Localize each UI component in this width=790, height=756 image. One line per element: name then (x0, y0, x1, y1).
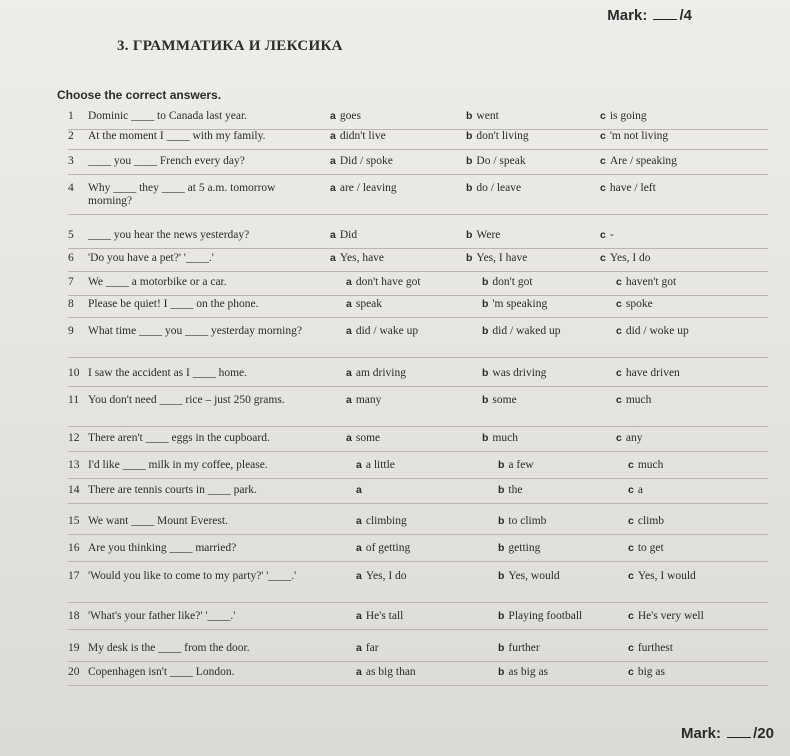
option-text: Playing football (508, 610, 583, 622)
option-text: some (355, 432, 381, 444)
option-c[interactable] (628, 515, 664, 528)
option-letter: c (628, 666, 634, 678)
question-number: 15 (68, 515, 80, 527)
option-text: is going (609, 110, 647, 122)
option-c[interactable] (616, 325, 689, 338)
option-a[interactable] (346, 394, 381, 407)
option-letter: b (466, 130, 473, 142)
option-letter: c (616, 298, 622, 310)
row-divider (68, 317, 768, 318)
option-letter: b (482, 367, 489, 379)
option-a[interactable] (356, 666, 416, 679)
option-b[interactable] (498, 542, 540, 555)
question-text: Dominic ____ to Canada last year. (88, 110, 248, 122)
option-letter: a (330, 130, 336, 142)
option-letter: a (356, 570, 362, 582)
row-divider (68, 214, 768, 215)
row-divider (68, 685, 768, 686)
question-number: 20 (68, 666, 80, 678)
instruction: Choose the correct answers. (57, 88, 222, 102)
option-text: Are / speaking (609, 155, 677, 167)
option-text: a few (508, 459, 534, 471)
mark-bottom-value: /20 (753, 725, 774, 742)
question-number: 12 (68, 432, 80, 444)
option-a[interactable] (356, 570, 407, 583)
option-letter: a (346, 394, 352, 406)
option-text: have / left (609, 182, 656, 194)
option-letter: b (498, 642, 505, 654)
row-divider (68, 386, 768, 387)
option-letter: a (346, 432, 352, 444)
option-text: Yes, I would (637, 570, 696, 582)
option-text: much (637, 459, 664, 471)
option-letter: c (628, 459, 634, 471)
option-c[interactable] (616, 432, 642, 445)
option-text: did / waked up (492, 325, 561, 337)
option-text: a (637, 484, 643, 496)
question-text: I saw the accident as I ____ home. (88, 367, 248, 379)
option-text: a little (365, 459, 395, 471)
option-b[interactable] (466, 229, 500, 242)
option-text: much (492, 432, 518, 444)
option-c[interactable] (628, 542, 664, 555)
question-number: 8 (68, 298, 74, 310)
option-letter: a (330, 229, 336, 241)
mark-bottom (681, 724, 774, 742)
option-letter: a (346, 325, 352, 337)
question-text: You don't need ____ rice – just 250 grams. (88, 394, 285, 406)
option-a[interactable] (330, 130, 386, 143)
option-text: of getting (365, 542, 411, 554)
option-a[interactable] (330, 182, 397, 195)
question-text: Are you thinking ____ married? (88, 542, 237, 554)
row-divider (68, 426, 768, 427)
option-b[interactable] (466, 252, 527, 265)
option-a[interactable] (356, 642, 379, 655)
option-text: did / wake up (355, 325, 419, 337)
option-text: haven't got (625, 276, 677, 288)
option-text: to get (637, 542, 664, 554)
option-a[interactable] (356, 610, 403, 623)
option-text: far (365, 642, 379, 654)
row-divider (68, 271, 768, 272)
option-letter: a (356, 666, 362, 678)
option-a[interactable] (346, 298, 382, 311)
option-text: did / woke up (625, 325, 689, 337)
option-a[interactable] (356, 542, 410, 555)
option-letter: a (356, 515, 362, 527)
mark-bottom-blank (727, 724, 751, 738)
option-letter: b (498, 570, 505, 582)
option-letter: b (482, 325, 489, 337)
option-text: goes (339, 110, 361, 122)
option-c[interactable] (600, 182, 656, 195)
question-number: 18 (68, 610, 80, 622)
question-text: My desk is the ____ from the door. (88, 642, 250, 654)
section-title: 3. ГРАММАТИКА И ЛЕКСИКА (117, 38, 343, 54)
option-b[interactable] (498, 570, 560, 583)
question-number: 1 (68, 110, 74, 122)
option-a[interactable] (356, 459, 395, 472)
mark-bottom-label: Mark: (680, 725, 721, 742)
question-text: There aren't ____ eggs in the cupboard. (88, 432, 270, 444)
option-b[interactable] (466, 110, 499, 123)
question-number: 6 (68, 252, 74, 264)
option-c[interactable] (616, 367, 680, 380)
row-divider (68, 478, 768, 479)
row-divider (68, 357, 768, 358)
option-text: Did / spoke (339, 155, 393, 167)
option-letter: c (628, 515, 634, 527)
row-divider (68, 561, 768, 562)
question-text: 'What's your father like?' '____.' (88, 610, 236, 622)
option-text: as big as (508, 666, 549, 678)
option-text: climbing (365, 515, 407, 527)
option-letter: a (346, 276, 352, 288)
option-letter: c (600, 252, 606, 264)
question-text: There are tennis courts in ____ park. (88, 484, 257, 496)
option-text: do / leave (476, 182, 522, 194)
option-letter: b (466, 110, 473, 122)
option-letter: b (466, 182, 473, 194)
option-text: the (508, 484, 523, 496)
option-text: Yes, I do (365, 570, 407, 582)
option-letter: a (330, 182, 336, 194)
option-letter: b (466, 252, 473, 264)
option-a[interactable] (346, 432, 380, 445)
option-text: 'm not living (609, 130, 669, 142)
option-letter: c (628, 542, 634, 554)
option-a[interactable] (330, 155, 393, 168)
option-letter: a (356, 484, 362, 496)
row-divider (68, 149, 768, 150)
option-letter: a (356, 642, 362, 654)
question-number: 11 (68, 394, 80, 406)
option-b[interactable] (482, 394, 517, 407)
option-text: went (476, 110, 499, 122)
question-number: 16 (68, 542, 80, 554)
row-divider (68, 174, 768, 175)
option-text: climb (637, 515, 665, 527)
option-text: are / leaving (339, 182, 397, 194)
mark-top-label: Mark: (607, 7, 648, 24)
question-text: Copenhagen isn't ____ London. (88, 666, 235, 678)
option-letter: c (600, 110, 606, 122)
option-text: some (492, 394, 517, 406)
option-c[interactable] (600, 155, 677, 168)
question-text: I'd like ____ milk in my coffee, please. (88, 459, 268, 471)
option-b[interactable] (482, 432, 518, 445)
option-text: many (355, 394, 382, 406)
option-text: Yes, I have (476, 252, 528, 264)
option-text: Yes, I do (609, 252, 651, 264)
row-divider (68, 661, 768, 662)
option-letter: b (498, 459, 505, 471)
option-b[interactable] (498, 515, 546, 528)
option-a[interactable] (356, 515, 407, 528)
option-b[interactable] (498, 459, 534, 472)
option-letter: b (482, 298, 489, 310)
option-letter: b (466, 229, 473, 241)
option-text: He's very well (637, 610, 704, 622)
option-b[interactable] (482, 276, 533, 289)
option-c[interactable] (616, 298, 653, 311)
option-b[interactable] (482, 298, 547, 311)
option-letter: a (330, 252, 336, 264)
option-a[interactable] (346, 367, 406, 380)
row-divider (68, 451, 768, 452)
option-text: any (625, 432, 643, 444)
question-text: We want ____ Mount Everest. (88, 515, 228, 527)
option-c[interactable] (628, 570, 696, 583)
option-b[interactable] (466, 182, 521, 195)
option-text: furthest (637, 642, 673, 654)
option-a[interactable] (330, 229, 357, 242)
option-text: He's tall (365, 610, 404, 622)
option-letter: b (498, 610, 505, 622)
question-text: What time ____ you ____ yesterday morning? (88, 325, 302, 337)
row-divider (68, 534, 768, 535)
question-text: We ____ a motorbike or a car. (88, 276, 227, 288)
row-divider (68, 503, 768, 504)
option-letter: b (482, 276, 489, 288)
option-letter: c (616, 325, 622, 337)
option-letter: a (346, 367, 352, 379)
option-text: was driving (492, 367, 547, 379)
question-text: 'Do you have a pet?' '____.' (88, 252, 214, 264)
option-text: to climb (508, 515, 547, 527)
mark-top-value: /4 (679, 7, 692, 24)
option-c[interactable] (628, 459, 663, 472)
option-letter: b (498, 515, 505, 527)
question-text: Please be quiet! I ____ on the phone. (88, 298, 259, 310)
question-number: 4 (68, 182, 74, 194)
option-b[interactable] (482, 325, 560, 338)
option-letter: a (330, 110, 336, 122)
option-c[interactable] (616, 276, 676, 289)
option-c[interactable] (628, 610, 704, 623)
question-text: At the moment I ____ with my family. (88, 130, 266, 142)
option-b[interactable] (466, 130, 529, 143)
question-text: 'Would you like to come to my party?' '____.' (88, 570, 297, 582)
option-letter: b (498, 484, 505, 496)
option-letter: c (628, 484, 634, 496)
question-number: 9 (68, 325, 74, 337)
option-c[interactable] (616, 394, 651, 407)
question-text: ____ you hear the news yesterday? (88, 229, 250, 241)
option-text: have driven (625, 367, 680, 379)
option-text: much (625, 394, 652, 406)
option-letter: b (482, 394, 489, 406)
row-divider (68, 248, 768, 249)
option-text: Did (339, 229, 358, 241)
option-letter: c (616, 394, 622, 406)
option-letter: a (356, 459, 362, 471)
option-text: further (508, 642, 540, 654)
option-c[interactable] (600, 229, 614, 242)
option-text: spoke (625, 298, 653, 310)
option-text: Do / speak (476, 155, 526, 167)
option-c[interactable] (600, 252, 651, 265)
mark-top (607, 6, 692, 24)
option-text: getting (508, 542, 541, 554)
question-number: 7 (68, 276, 74, 288)
option-text: didn't live (339, 130, 386, 142)
option-b[interactable] (498, 484, 522, 497)
question-number: 3 (68, 155, 74, 167)
option-text: Yes, have (339, 252, 385, 264)
option-letter: c (616, 432, 622, 444)
option-b[interactable] (498, 642, 540, 655)
option-text: speak (355, 298, 383, 310)
option-c[interactable] (600, 110, 647, 123)
option-letter: c (628, 642, 634, 654)
option-a[interactable] (346, 276, 421, 289)
option-b[interactable] (498, 666, 548, 679)
option-text: - (609, 229, 614, 241)
option-text: 'm speaking (492, 298, 548, 310)
option-letter: c (616, 367, 622, 379)
option-letter: a (356, 542, 362, 554)
option-c[interactable] (628, 666, 665, 679)
mark-top-blank (653, 6, 677, 20)
option-text: Were (476, 229, 501, 241)
row-divider (68, 602, 768, 603)
option-c[interactable] (600, 130, 668, 143)
option-letter: c (600, 229, 606, 241)
option-letter: a (330, 155, 336, 167)
option-text: don't have got (355, 276, 421, 288)
option-text: as big than (365, 666, 416, 678)
question-text: Why ____ they ____ at 5 a.m. tomorrow morning? (88, 182, 276, 207)
option-letter: a (356, 610, 362, 622)
option-b[interactable] (498, 610, 582, 623)
option-letter: c (628, 570, 634, 582)
option-text: don't got (492, 276, 533, 288)
option-a[interactable] (346, 325, 418, 338)
option-letter: c (600, 182, 606, 194)
question-number: 5 (68, 229, 74, 241)
option-letter: b (498, 542, 505, 554)
question-text: ____ you ____ French every day? (88, 155, 245, 167)
option-a[interactable] (330, 252, 384, 265)
option-letter: a (346, 298, 352, 310)
option-letter: b (482, 432, 489, 444)
option-c[interactable] (628, 484, 643, 497)
option-c[interactable] (628, 642, 673, 655)
option-text: don't living (476, 130, 529, 142)
question-number: 14 (68, 484, 80, 496)
option-text: am driving (355, 367, 406, 379)
question-number: 19 (68, 642, 80, 654)
option-a[interactable] (330, 110, 361, 123)
option-b[interactable] (466, 155, 526, 168)
option-letter: b (498, 666, 505, 678)
row-divider (68, 629, 768, 630)
question-number: 13 (68, 459, 80, 471)
option-letter: c (616, 276, 622, 288)
question-number: 17 (68, 570, 80, 582)
row-divider (68, 295, 768, 296)
option-a[interactable] (356, 484, 366, 497)
option-text: Yes, would (508, 570, 560, 582)
option-b[interactable] (482, 367, 546, 380)
option-text: big as (637, 666, 665, 678)
option-letter: b (466, 155, 473, 167)
option-letter: c (628, 610, 634, 622)
option-letter: c (600, 155, 606, 167)
question-number: 2 (68, 130, 74, 142)
option-letter: c (600, 130, 606, 142)
question-number: 10 (68, 367, 80, 379)
